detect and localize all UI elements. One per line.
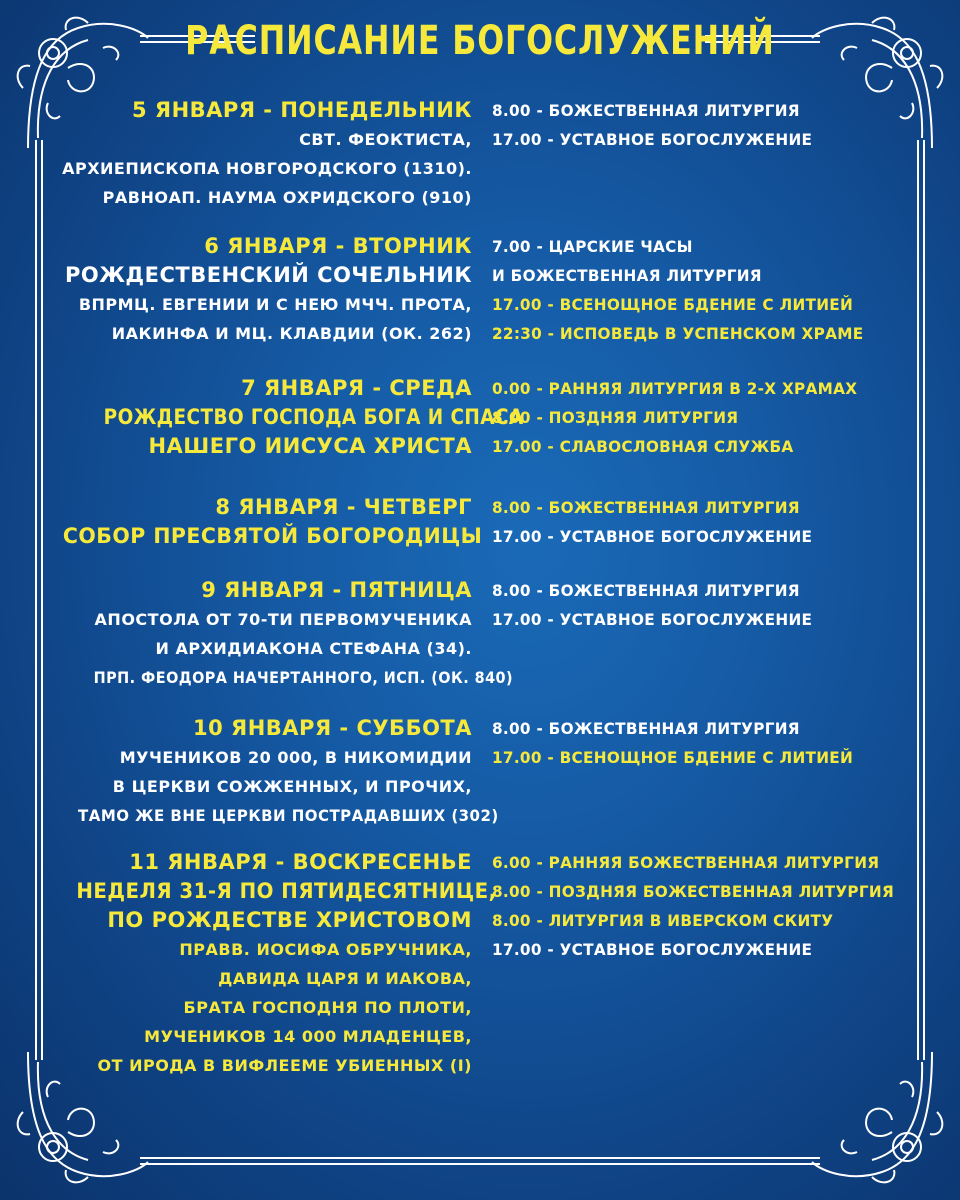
page-title: РАСПИСАНИЕ БОГОСЛУЖЕНИЙ (185, 18, 775, 64)
feast-line: НЕДЕЛЯ 31-Я ПО ПЯТИДЕСЯТНИЦЕ, (76, 879, 497, 903)
corner-ornament-icon (802, 1042, 952, 1192)
feast-line: АРХИЕПИСКОПА НОВГОРОДСКОГО (1310). (62, 159, 472, 178)
day-date: 5 ЯНВАРЯ - ПОНЕДЕЛЬНИК (132, 98, 472, 122)
service-item: 17.00 - ВСЕНОЩНОЕ БДЕНИЕ С ЛИТИЕЙ (492, 748, 854, 767)
service-item: 0.00 - РАННЯЯ ЛИТУРГИЯ В 2-Х ХРАМАХ (492, 379, 858, 398)
day-info (52, 374, 524, 461)
day-date: 7 ЯНВАРЯ - СРЕДА (241, 376, 472, 400)
service-list (492, 576, 932, 634)
day-info (52, 576, 514, 692)
service-item: 17.00 - УСТАВНОЕ БОГОСЛУЖЕНИЕ (492, 610, 813, 629)
feast-line: РОЖДЕСТВЕНСКИЙ СОЧЕЛЬНИК (64, 263, 472, 287)
feast-line: СОБОР ПРЕСВЯТОЙ БОГОРОДИЦЫ (62, 524, 483, 548)
feast-line: ДАВИДА ЦАРЯ И ИАКОВА, (218, 969, 472, 988)
service-item: 6.00 - РАННЯЯ БОЖЕСТВЕННАЯ ЛИТУРГИЯ (492, 853, 880, 872)
service-item: И БОЖЕСТВЕННАЯ ЛИТУРГИЯ (492, 266, 762, 285)
feast-line: ИАКИНФА И МЦ. КЛАВДИИ (ОК. 262) (111, 324, 472, 343)
feast-line: СВТ. ФЕОКТИСТА, (299, 130, 472, 149)
day-date: 9 ЯНВАРЯ - ПЯТНИЦА (201, 578, 472, 602)
service-list (492, 232, 932, 348)
service-item: 17.00 - УСТАВНОЕ БОГОСЛУЖЕНИЕ (492, 527, 813, 546)
day-date: 6 ЯНВАРЯ - ВТОРНИК (204, 234, 472, 258)
day-date: 11 ЯНВАРЯ - ВОСКРЕСЕНЬЕ (129, 850, 472, 874)
day-date: 8 ЯНВАРЯ - ЧЕТВЕРГ (215, 495, 472, 519)
feast-line: БРАТА ГОСПОДНЯ ПО ПЛОТИ, (183, 998, 472, 1017)
day-info (52, 848, 497, 1080)
feast-line: ОТ ИРОДА В ВИФЛЕЕМЕ УБИЕННЫХ (I) (97, 1056, 472, 1075)
feast-line: МУЧЕНИКОВ 20 000, В НИКОМИДИИ (119, 748, 472, 767)
service-item: 8.00 - БОЖЕСТВЕННАЯ ЛИТУРГИЯ (492, 719, 800, 738)
service-item: 8.00 - ПОЗДНЯЯ ЛИТУРГИЯ (492, 408, 739, 427)
feast-line: РОЖДЕСТВО ГОСПОДА БОГА И СПАСА (103, 405, 524, 429)
feast-line: РАВНОАП. НАУМА ОХРИДСКОГО (910) (102, 188, 472, 207)
day-info (52, 96, 472, 212)
service-item: 17.00 - СЛАВОСЛОВНАЯ СЛУЖБА (492, 437, 794, 456)
feast-line: ПРАВВ. ИОСИФА ОБРУЧНИКА, (179, 940, 472, 959)
service-item: 17.00 - УСТАВНОЕ БОГОСЛУЖЕНИЕ (492, 130, 813, 149)
feast-line: И АРХИДИАКОНА СТЕФАНА (34). (155, 639, 472, 658)
day-info (52, 714, 499, 830)
day-date: 10 ЯНВАРЯ - СУББОТА (193, 716, 472, 740)
feast-line: ПО РОЖДЕСТВЕ ХРИСТОВОМ (107, 908, 472, 932)
service-item: 8.00 - БОЖЕСТВЕННАЯ ЛИТУРГИЯ (492, 101, 800, 120)
feast-line: В ЦЕРКВИ СОЖЖЕННЫХ, И ПРОЧИХ, (112, 777, 472, 796)
day-info (52, 232, 472, 348)
feast-line: ПРП. ФЕОДОРА НАЧЕРТАННОГО, ИСП. (ОК. 840) (93, 668, 514, 687)
service-list (492, 96, 932, 154)
service-list (492, 848, 932, 964)
service-item: 17.00 - ВСЕНОЩНОЕ БДЕНИЕ С ЛИТИЕЙ (492, 295, 854, 314)
service-list (492, 374, 932, 461)
service-item: 8.00 - ЛИТУРГИЯ В ИВЕРСКОМ СКИТУ (492, 911, 834, 930)
service-item: 7.00 - ЦАРСКИЕ ЧАСЫ (492, 237, 693, 256)
service-list (492, 714, 932, 772)
feast-line: МУЧЕНИКОВ 14 000 МЛАДЕНЦЕВ, (144, 1027, 472, 1046)
service-item: 22:30 - ИСПОВЕДЬ В УСПЕНСКОМ ХРАМЕ (492, 324, 864, 343)
service-item: 8.00 - БОЖЕСТВЕННАЯ ЛИТУРГИЯ (492, 581, 800, 600)
feast-line: НАШЕГО ИИСУСА ХРИСТА (148, 434, 472, 458)
service-item: 8.00 - ПОЗДНЯЯ БОЖЕСТВЕННАЯ ЛИТУРГИЯ (492, 882, 895, 901)
service-item: 17.00 - УСТАВНОЕ БОГОСЛУЖЕНИЕ (492, 940, 813, 959)
service-list (492, 493, 932, 551)
feast-line: АПОСТОЛА ОТ 70-ТИ ПЕРВОМУЧЕНИКА (94, 610, 472, 629)
feast-line: ВПРМЦ. ЕВГЕНИИ И С НЕЮ МЧЧ. ПРОТА, (78, 295, 472, 314)
feast-line: ТАМО ЖЕ ВНЕ ЦЕРКВИ ПОСТРАДАВШИХ (302) (78, 806, 499, 825)
day-info (52, 493, 483, 551)
service-item: 8.00 - БОЖЕСТВЕННАЯ ЛИТУРГИЯ (492, 498, 800, 517)
